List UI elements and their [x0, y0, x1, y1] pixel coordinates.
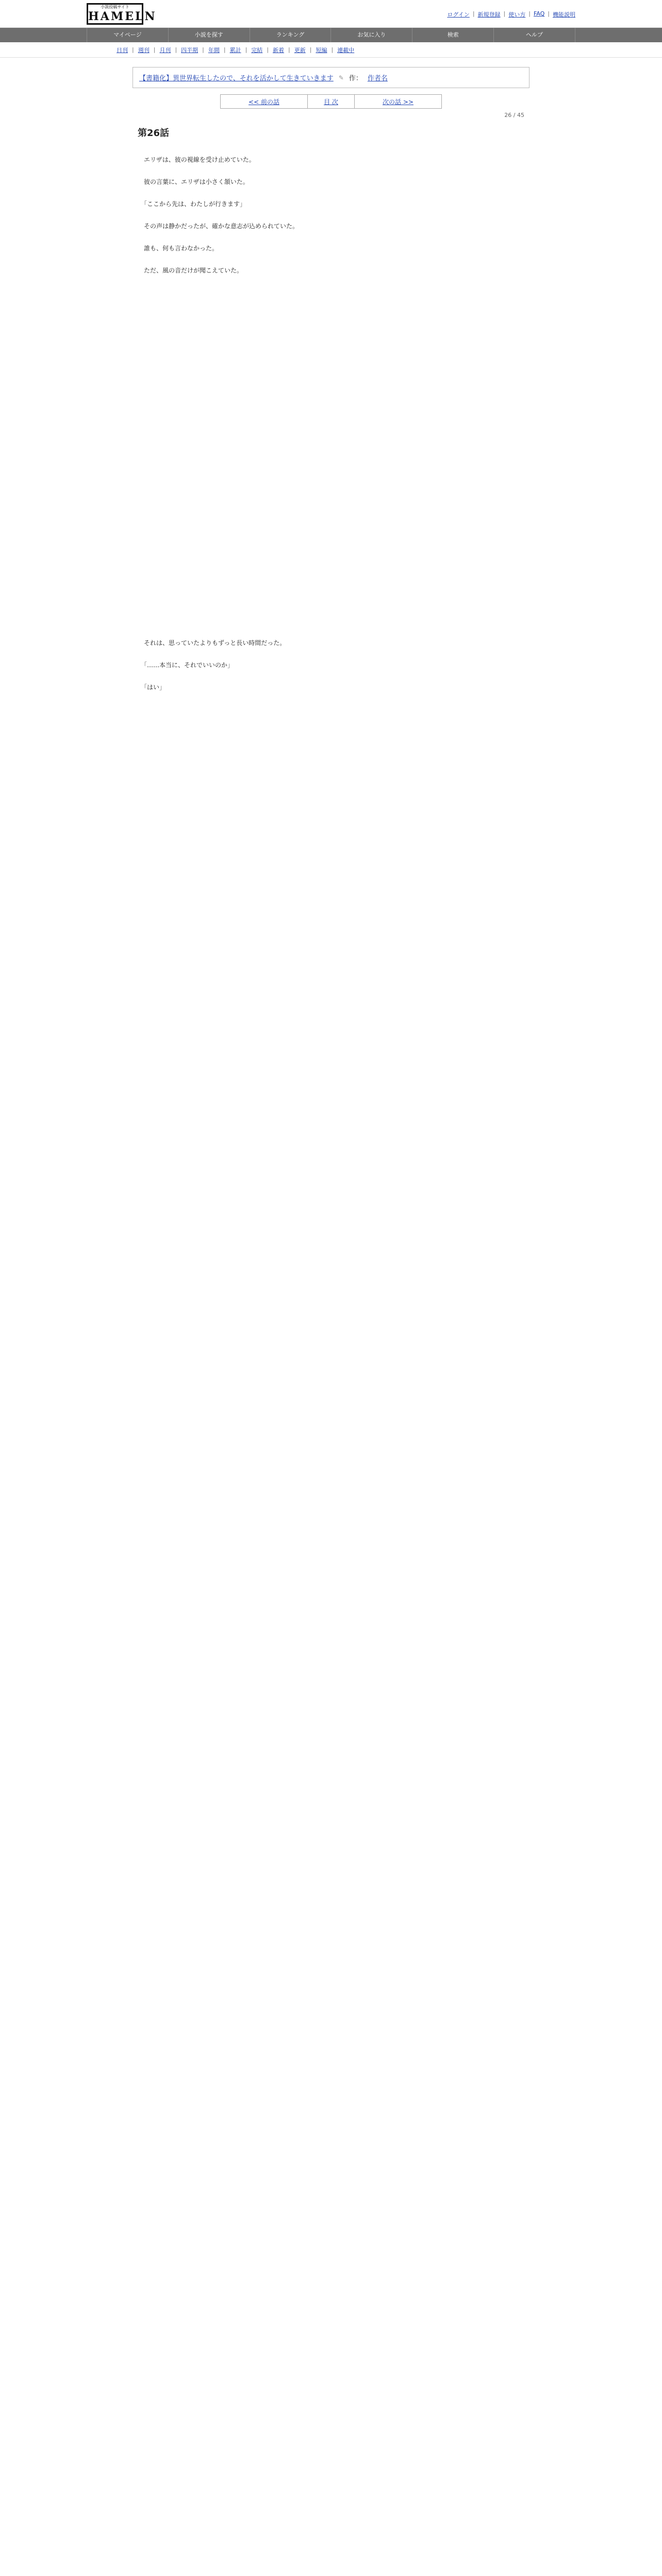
sub-nav [0, 42, 662, 58]
divider: | [153, 46, 156, 53]
nav-favorites[interactable]: お気に入り [331, 28, 412, 42]
novel-title-link[interactable]: 【書籍化】異世界転生したので、それを活かして生きていきます [139, 75, 334, 82]
divider: | [202, 46, 204, 53]
top-links [447, 10, 575, 19]
subnav-ongoing[interactable]: 連載中 [337, 46, 355, 54]
body-paragraph: 彼の言葉に、エリザは小さく頷いた。 [138, 178, 249, 185]
chapter-pager-top [133, 94, 529, 109]
divider: | [472, 10, 475, 17]
body-paragraph: その声は静かだったが、確かな意志が込められていた。 [138, 223, 299, 230]
divider: | [175, 46, 177, 53]
site-logo[interactable] [87, 3, 157, 25]
toc-button[interactable]: 目 次 [308, 94, 354, 109]
nav-search[interactable]: 検索 [412, 28, 494, 42]
top-link-faq[interactable]: FAQ [533, 10, 545, 17]
subnav-weekly[interactable]: 週刊 [138, 46, 150, 54]
subnav-quarterly[interactable]: 四半期 [181, 46, 198, 54]
author-link[interactable]: 作者名 [367, 75, 388, 82]
divider: | [548, 10, 550, 17]
logo-title: HAMELN [88, 10, 157, 23]
divider: | [503, 10, 506, 17]
reader-content [127, 58, 535, 693]
chapter-counter: 26 / 45 [504, 112, 524, 118]
divider: | [331, 46, 334, 53]
body-paragraph: 「ここから先は、わたしが行きます」 [138, 200, 246, 208]
nav-help[interactable]: ヘルプ [494, 28, 575, 42]
subnav-yearly[interactable]: 年間 [208, 46, 220, 54]
divider: | [528, 10, 531, 17]
novel-title-box [133, 67, 529, 88]
author-icon: ✎ [338, 74, 344, 81]
chapter-body [133, 155, 529, 693]
next-chapter-button[interactable]: 次の話 >> [354, 94, 442, 109]
body-paragraph: エリザは、彼の視線を受け止めていた。 [138, 156, 255, 163]
divider: | [132, 46, 134, 53]
subnav-total[interactable]: 累計 [229, 46, 241, 54]
nav-search-novels[interactable]: 小説を探す [169, 28, 250, 42]
body-paragraph: 「……本当に、それでいいのか」 [138, 662, 234, 669]
subnav-short[interactable]: 短編 [316, 46, 327, 54]
top-link-register[interactable]: 新規登録 [477, 11, 501, 18]
nav-mypage[interactable]: マイページ [87, 28, 169, 42]
body-paragraph: 「はい」 [138, 684, 166, 691]
body-paragraph: 誰も、何も言わなかった。 [138, 245, 219, 252]
subnav-monthly[interactable]: 月刊 [159, 46, 171, 54]
prev-chapter-button[interactable]: << 前の話 [220, 94, 308, 109]
scene-break-space [138, 287, 524, 638]
subnav-completed[interactable]: 完結 [251, 46, 263, 54]
divider: | [267, 46, 269, 53]
main-nav [0, 28, 662, 42]
divider: | [245, 46, 247, 53]
divider: | [309, 46, 312, 53]
chapter-title: 第26話 [138, 128, 170, 139]
subnav-updated[interactable]: 更新 [294, 46, 306, 54]
divider: | [223, 46, 226, 53]
top-link-features[interactable]: 機能説明 [553, 11, 575, 18]
subnav-daily[interactable]: 日刊 [117, 46, 128, 54]
logo-subtitle: 小説投稿サイト [101, 5, 129, 9]
body-paragraph: ただ、風の音だけが聞こえていた。 [138, 267, 243, 274]
subnav-new[interactable]: 新着 [273, 46, 285, 54]
body-paragraph: それは、思っていたよりもずっと長い時間だった。 [138, 639, 286, 647]
top-link-guide[interactable]: 使い方 [508, 11, 526, 18]
author-prefix: 作： [349, 75, 362, 82]
site-header [0, 0, 662, 28]
nav-ranking[interactable]: ランキング [250, 28, 332, 42]
top-link-login[interactable]: ログイン [447, 11, 470, 18]
divider: | [288, 46, 290, 53]
